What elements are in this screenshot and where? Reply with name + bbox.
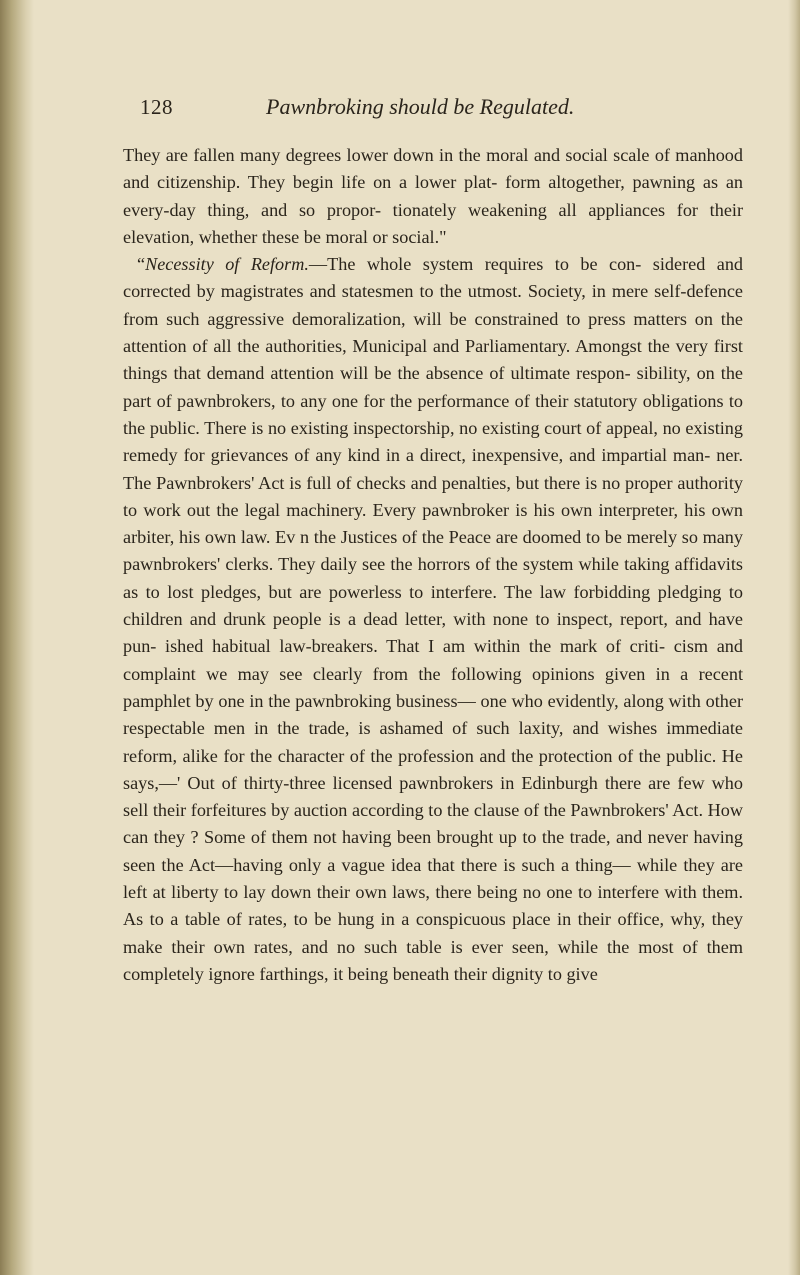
page-number: 128 (140, 95, 173, 119)
body-text (123, 142, 743, 988)
paragraph-text: —The whole system requires to be con- sidered and corrected by magistrates and statesmen to the utmost. Society, in mere self-defence from such aggressive demoralization, will be constrained to press matters on the attention of all the authorities, Municipal and Parliamentary. Amongst the very first things that demand attention will be the absence of ultimate respon- sibility, on the part of pawnbrokers, to any one for the performance of their statutory obligations to the public. There is no existing inspectorship, no existing court of appeal, no existing remedy for grievances of any kind in a direct, inexpensive, and impartial man- ner. The Pawnbrokers' Act is full of checks and penalties, but there is no proper authority to work out the legal machinery. Every pawnbroker is his own interpreter, his own arbiter, his own law. Ev n the Justices of the Peace are doomed to be merely so many pawnbrokers' clerks. They daily see the horrors of the system while taking affidavits as to lost pledges, but are powerless to interfere. The law forbidding pledging to children and drunk people is a dead letter, with none to inspect, report, and have pun- ished habitual law-breakers. That I am within the mark of criti- cism and complaint we may see clearly from the following opinions given in a recent pamphlet by one in the pawnbroking business— one who evidently, along with other respectable men in the trade, is ashamed of such laxity, and wishes immediate reform, alike for the character of the profession and the protection of the public. He says,—' Out of thirty-three licensed pawnbrokers in Edinburgh there are few who sell their forfeitures by auction according to the clause of the Pawnbrokers' Act. How can they ? Some of them not having been brought up to the trade, and never having seen the Act—having only a vague idea that there is such a thing— while they are left at liberty to lay down their own laws, there being no one to interfere with them. As to a table of rates, to be hung in a conspicuous place in their office, why, they make their own rates, and no such table is ever seen, while the most of them completely ignore farthings, it being beneath their dignity to give (123, 254, 744, 984)
open-quote: “ (137, 254, 146, 275)
section-heading-italic: Necessity of Reform. (145, 254, 309, 275)
paragraph (123, 142, 743, 251)
page-header (140, 92, 670, 122)
paragraph (123, 251, 743, 988)
running-title: Pawnbroking should be Regulated. (266, 94, 575, 119)
paragraph-text: They are fallen many degrees lower down in the moral and social scale of manhood and citizenship. They begin life on a lower plat- form altogether, pawning as an every-day thing, and so propor- tionately weakening all appliances for their elevation, whether these be moral or social." (123, 145, 743, 247)
